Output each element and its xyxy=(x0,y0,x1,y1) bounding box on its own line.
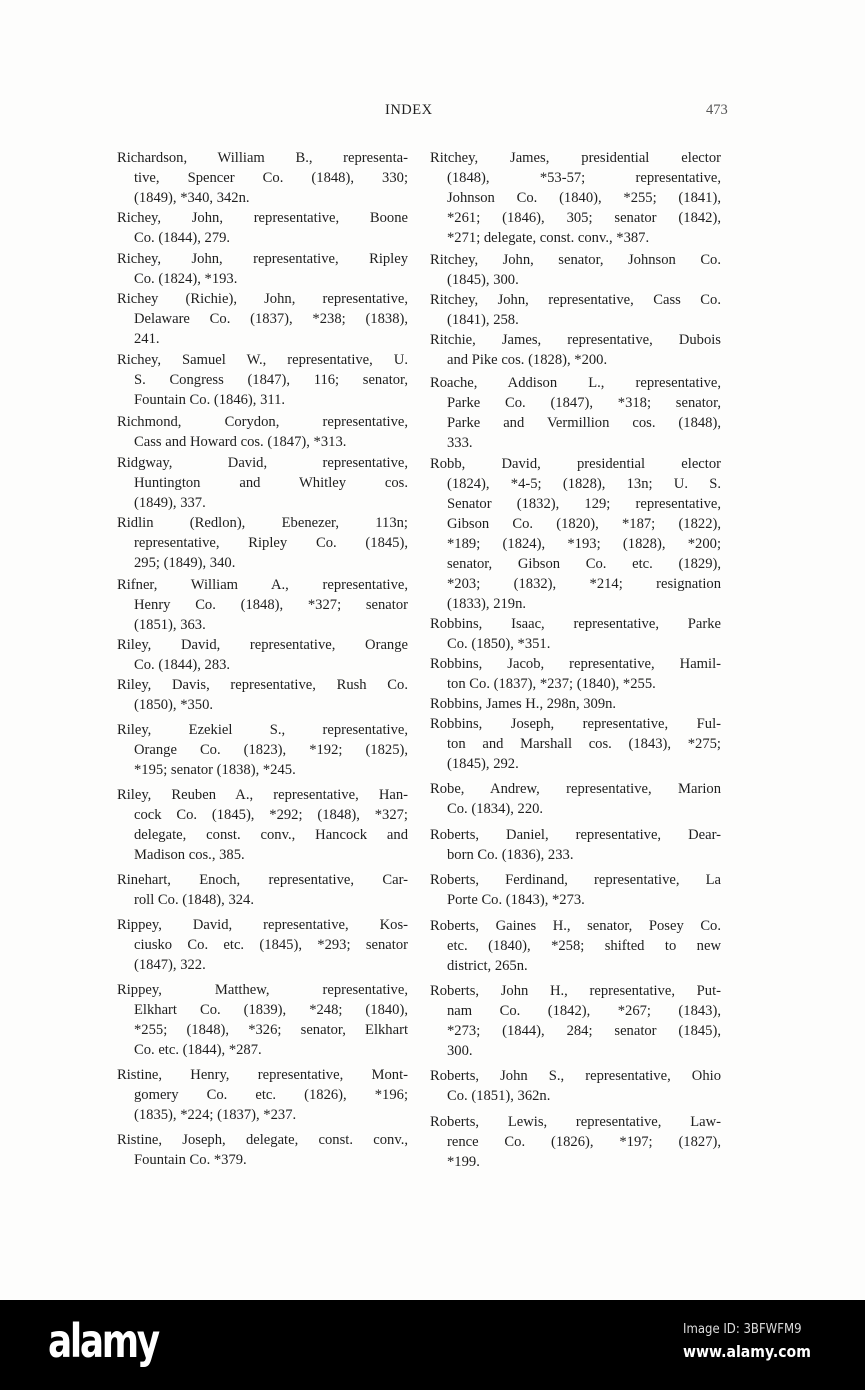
entry-heading-line: Ritchie, James, representative, Dubois xyxy=(430,332,721,348)
index-entry xyxy=(430,694,721,714)
entry-continuation-line: senator, Gibson Co. etc. (1829), xyxy=(447,556,721,572)
entry-continuation-line: *271; delegate, const. conv., *387. xyxy=(447,230,650,246)
entry-heading-line: Ristine, Joseph, delegate, const. conv., xyxy=(117,1132,408,1148)
entry-continuation-line: rence Co. (1826), *197; (1827), xyxy=(447,1134,721,1150)
entry-continuation-line: 333. xyxy=(447,435,473,451)
entry-continuation-line: (1845), 292. xyxy=(447,756,519,772)
entry-heading-line: Riley, Ezekiel S., representative, xyxy=(117,722,408,738)
entry-continuation-line: Senator (1832), 129; representative, xyxy=(447,496,721,512)
entry-heading-line: Ristine, Henry, representative, Mont- xyxy=(117,1067,408,1083)
index-entry xyxy=(117,350,408,410)
entry-heading-line: Richey, Samuel W., representative, U. xyxy=(117,352,408,368)
entry-continuation-line: *189; (1824), *193; (1828), *200; xyxy=(447,536,721,552)
entry-heading-line: Robbins, Isaac, representative, Parke xyxy=(430,616,721,632)
entry-continuation-line: etc. (1840), *258; shifted to new xyxy=(447,938,721,954)
entry-heading-line: Ritchey, John, representative, Cass Co. xyxy=(430,292,721,308)
index-entry xyxy=(430,250,721,290)
index-entry xyxy=(117,412,408,452)
index-entry xyxy=(117,513,408,573)
entry-continuation-line: Madison cos., 385. xyxy=(134,847,245,863)
entry-heading-line: Richmond, Corydon, representative, xyxy=(117,414,408,430)
index-entry xyxy=(430,779,721,819)
index-entry xyxy=(430,330,721,370)
entry-continuation-line: Cass and Howard cos. (1847), *313. xyxy=(134,434,347,450)
image-id: Image ID: 3BFWFM9 xyxy=(683,1322,802,1337)
entry-continuation-line: Co. (1844), 279. xyxy=(134,230,231,246)
entry-continuation-line: (1824), *4-5; (1828), 13n; U. S. xyxy=(447,476,721,492)
entry-continuation-line: Orange Co. (1823), *192; (1825), xyxy=(134,742,408,758)
entry-heading-line: Roberts, Gaines H., senator, Posey Co. xyxy=(430,918,721,934)
entry-continuation-line: (1847), 322. xyxy=(134,957,206,973)
entry-continuation-line: Co. (1844), 283. xyxy=(134,657,231,673)
entry-heading-line: Robbins, James H., 298n, 309n. xyxy=(430,696,617,712)
entry-continuation-line: nam Co. (1842), *267; (1843), xyxy=(447,1003,721,1019)
entry-continuation-line: *261; (1846), 305; senator (1842), xyxy=(447,210,721,226)
entry-continuation-line: 300. xyxy=(447,1043,473,1059)
index-entry xyxy=(430,290,721,330)
entry-continuation-line: Co. (1850), *351. xyxy=(447,636,551,652)
entry-continuation-line: Delaware Co. (1837), *238; (1838), xyxy=(134,311,408,327)
index-entry xyxy=(117,915,408,975)
entry-continuation-line: Co. (1851), 362n. xyxy=(447,1088,551,1104)
index-entry xyxy=(430,825,721,865)
website-link: www.alamy.com xyxy=(683,1342,811,1361)
entry-heading-line: Rifner, William A., representative, xyxy=(117,577,408,593)
entry-heading-line: Roberts, Ferdinand, representative, La xyxy=(430,872,721,888)
index-entry xyxy=(430,454,721,614)
entry-heading-line: Robb, David, presidential elector xyxy=(430,456,721,472)
index-entry xyxy=(430,981,721,1061)
entry-heading-line: Rinehart, Enoch, representative, Car- xyxy=(117,872,408,888)
entry-continuation-line: Fountain Co. (1846), 311. xyxy=(134,392,286,408)
entry-heading-line: Robe, Andrew, representative, Marion xyxy=(430,781,721,797)
entry-continuation-line: (1833), 219n. xyxy=(447,596,527,612)
index-entry xyxy=(117,289,408,349)
entry-continuation-line: (1848), *53-57; representative, xyxy=(447,170,721,186)
index-entry xyxy=(430,870,721,910)
index-entry xyxy=(430,714,721,774)
entry-heading-line: Rippey, David, representative, Kos- xyxy=(117,917,408,933)
entry-continuation-line: (1851), 363. xyxy=(134,617,206,633)
entry-continuation-line: district, 265n. xyxy=(447,958,528,974)
entry-continuation-line: representative, Ripley Co. (1845), xyxy=(134,535,408,551)
entry-heading-line: Roberts, Daniel, representative, Dear- xyxy=(430,827,721,843)
entry-heading-line: Roberts, John H., representative, Put- xyxy=(430,983,721,999)
entry-continuation-line: ciusko Co. etc. (1845), *293; senator xyxy=(134,937,408,953)
entry-continuation-line: and Pike cos. (1828), *200. xyxy=(447,352,608,368)
index-entry xyxy=(117,870,408,910)
index-entry xyxy=(117,635,408,675)
index-entry xyxy=(430,1066,721,1106)
entry-continuation-line: *273; (1844), 284; senator (1845), xyxy=(447,1023,721,1039)
index-entry xyxy=(117,1130,408,1170)
entry-continuation-line: (1841), 258. xyxy=(447,312,519,328)
entry-continuation-line: gomery Co. etc. (1826), *196; xyxy=(134,1087,408,1103)
entry-continuation-line: cock Co. (1845), *292; (1848), *327; xyxy=(134,807,408,823)
entry-heading-line: Ridlin (Redlon), Ebenezer, 113n; xyxy=(117,515,408,531)
index-entry xyxy=(430,654,721,694)
entry-continuation-line: Co. (1834), 220. xyxy=(447,801,544,817)
page-title: INDEX xyxy=(385,102,433,118)
index-entry xyxy=(430,614,721,654)
index-entry xyxy=(117,720,408,780)
entry-continuation-line: *255; (1848), *326; senator, Elkhart xyxy=(134,1022,408,1038)
entry-continuation-line: Porte Co. (1843), *273. xyxy=(447,892,585,908)
index-entry xyxy=(117,675,408,715)
entry-continuation-line: *199. xyxy=(447,1154,480,1170)
index-entry xyxy=(117,453,408,513)
entry-continuation-line: Co. etc. (1844), *287. xyxy=(134,1042,262,1058)
entry-heading-line: Richardson, William B., representa- xyxy=(117,150,408,166)
entry-heading-line: Riley, Davis, representative, Rush Co. xyxy=(117,677,408,693)
entry-heading-line: Richey, John, representative, Boone xyxy=(117,210,408,226)
entry-continuation-line: *195; senator (1838), *245. xyxy=(134,762,296,778)
entry-heading-line: Roache, Addison L., representative, xyxy=(430,375,721,391)
index-entry xyxy=(117,575,408,635)
entry-continuation-line: roll Co. (1848), 324. xyxy=(134,892,254,908)
entry-continuation-line: (1849), *340, 342n. xyxy=(134,190,250,206)
entry-continuation-line: Huntington and Whitley cos. xyxy=(134,475,408,491)
entry-heading-line: Ritchey, John, senator, Johnson Co. xyxy=(430,252,721,268)
entry-continuation-line: 295; (1849), 340. xyxy=(134,555,236,571)
entry-continuation-line: *203; (1832), *214; resignation xyxy=(447,576,721,592)
index-entry xyxy=(430,1112,721,1172)
entry-continuation-line: (1850), *350. xyxy=(134,697,214,713)
index-entry xyxy=(117,980,408,1060)
index-entry xyxy=(117,249,408,289)
entry-heading-line: Roberts, John S., representative, Ohio xyxy=(430,1068,721,1084)
entry-continuation-line: (1845), 300. xyxy=(447,272,519,288)
entry-heading-line: Riley, Reuben A., representative, Han- xyxy=(117,787,408,803)
entry-heading-line: Roberts, Lewis, representative, Law- xyxy=(430,1114,721,1130)
entry-heading-line: Richey, John, representative, Ripley xyxy=(117,251,408,267)
page-number: 473 xyxy=(706,102,728,118)
entry-continuation-line: Parke and Vermillion cos. (1848), xyxy=(447,415,721,431)
entry-continuation-line: tive, Spencer Co. (1848), 330; xyxy=(134,170,408,186)
entry-continuation-line: Parke Co. (1847), *318; senator, xyxy=(447,395,721,411)
entry-continuation-line: Gibson Co. (1820), *187; (1822), xyxy=(447,516,721,532)
entry-heading-line: Ritchey, James, presidential elector xyxy=(430,150,721,166)
entry-continuation-line: Henry Co. (1848), *327; senator xyxy=(134,597,408,613)
entry-heading-line: Robbins, Jacob, representative, Hamil- xyxy=(430,656,721,672)
watermark-bar xyxy=(0,1300,865,1390)
entry-continuation-line: S. Congress (1847), 116; senator, xyxy=(134,372,408,388)
entry-continuation-line: ton and Marshall cos. (1843), *275; xyxy=(447,736,721,752)
alamy-logo: alamy xyxy=(48,1314,158,1368)
entry-heading-line: Rippey, Matthew, representative, xyxy=(117,982,408,998)
entry-continuation-line: (1849), 337. xyxy=(134,495,206,511)
entry-heading-line: Robbins, Joseph, representative, Ful- xyxy=(430,716,721,732)
entry-continuation-line: born Co. (1836), 233. xyxy=(447,847,574,863)
index-entry xyxy=(117,208,408,248)
index-entry xyxy=(430,373,721,453)
entry-heading-line: Riley, David, representative, Orange xyxy=(117,637,408,653)
index-entry xyxy=(430,916,721,976)
entry-heading-line: Ridgway, David, representative, xyxy=(117,455,408,471)
entry-continuation-line: Fountain Co. *379. xyxy=(134,1152,247,1168)
index-entry xyxy=(117,1065,408,1125)
index-entry xyxy=(117,785,408,865)
index-entry xyxy=(117,148,408,208)
index-entry xyxy=(430,148,721,248)
entry-continuation-line: Co. (1824), *193. xyxy=(134,271,238,287)
entry-continuation-line: delegate, const. conv., Hancock and xyxy=(134,827,408,843)
entry-continuation-line: Elkhart Co. (1839), *248; (1840), xyxy=(134,1002,408,1018)
entry-continuation-line: 241. xyxy=(134,331,160,347)
entry-continuation-line: ton Co. (1837), *237; (1840), *255. xyxy=(447,676,656,692)
entry-continuation-line: (1835), *224; (1837), *237. xyxy=(134,1107,297,1123)
entry-heading-line: Richey (Richie), John, representative, xyxy=(117,291,408,307)
entry-continuation-line: Johnson Co. (1840), *255; (1841), xyxy=(447,190,721,206)
